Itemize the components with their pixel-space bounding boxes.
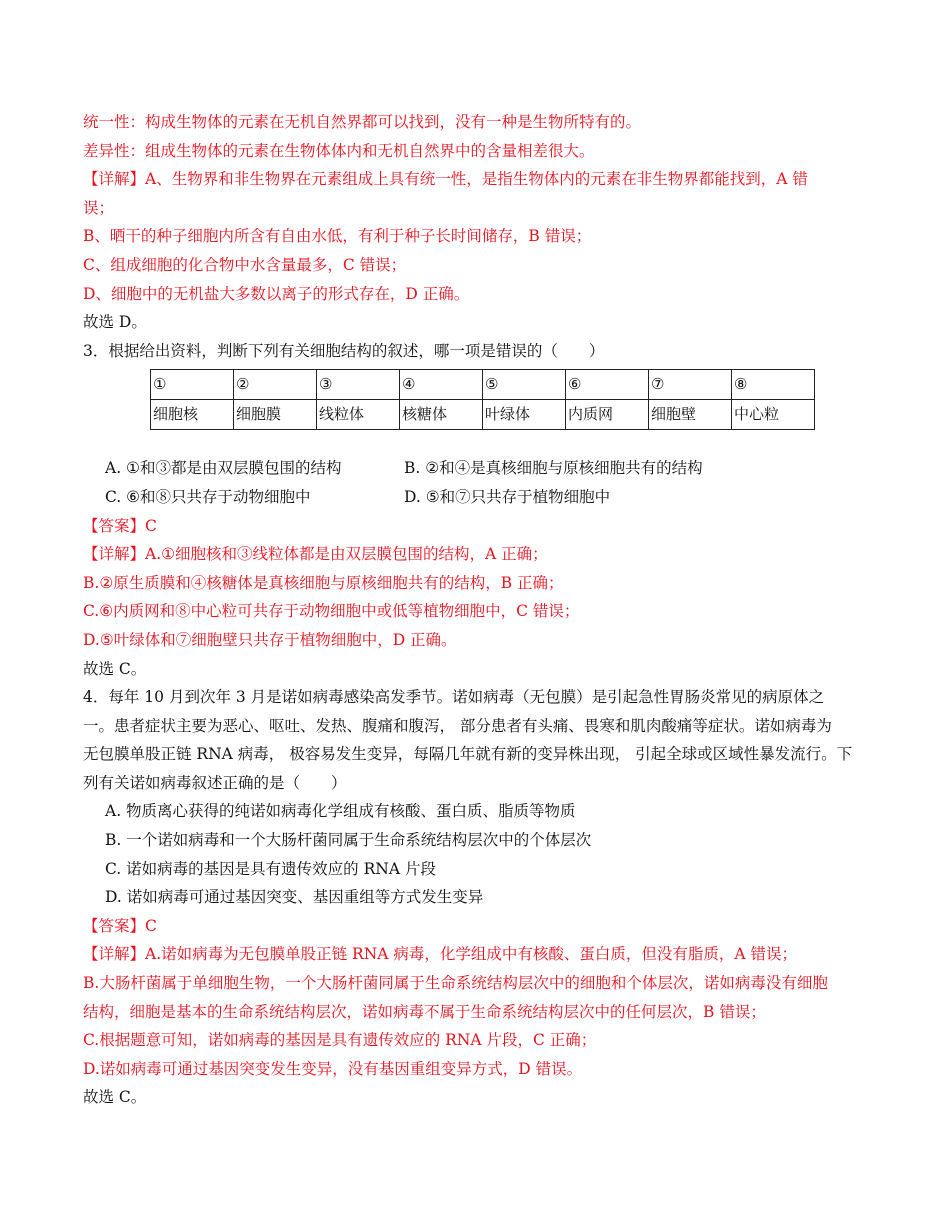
table-row-numbers xyxy=(151,370,815,400)
q3-selection: 故选 C。 xyxy=(83,659,147,678)
q4-explanation-b-cont: 结构，细胞是基本的生命系统结构层次，诺如病毒不属于生命系统结构层次中的任何层次，B 错误； xyxy=(83,1002,766,1021)
difference-note: 差异性：组成生物体的元素在生物体体内和无机自然界中的含量相差很大。 xyxy=(83,141,595,160)
q4-explanation-b: B.大肠杆菌属于单细胞生物，一个大肠杆菌同属于生命系统结构层次中的细胞和个体层次，诺如病毒没有细胞 xyxy=(83,974,828,993)
table-cell: 核糖体 xyxy=(400,400,483,430)
q3-option-c: C. ⑥和⑧只共存于动物细胞中 xyxy=(105,487,311,506)
table-cell: 细胞膜 xyxy=(234,400,317,430)
q4-selection: 故选 C。 xyxy=(83,1088,147,1107)
q3-option-a: A. ①和③都是由双层膜包围的结构 xyxy=(105,459,342,478)
table-cell: ⑥ xyxy=(566,370,649,400)
q4-option-b: B. 一个诺如病毒和一个大肠杆菌同属于生命系统结构层次中的个体层次 xyxy=(105,831,592,850)
q3-option-d: D. ⑤和⑦只共存于植物细胞中 xyxy=(404,487,611,506)
q4-explanation-d: D.诺如病毒可通过基因突变发生变异，没有基因重组变异方式，D 错误。 xyxy=(83,1059,583,1078)
document-page xyxy=(83,108,873,1112)
table-cell: ① xyxy=(151,370,234,400)
table-cell: ③ xyxy=(317,370,400,400)
unity-note: 统一性：构成生物体的元素在无机自然界都可以找到，没有一种是生物所特有的。 xyxy=(83,113,642,131)
q4-stem-line-3: 无包膜单股正链 RNA 病毒， 极容易发生变异，每隔几年就有新的变异株出现， 引起全球或区域性暴发流行。下 xyxy=(83,745,853,764)
table-cell: ② xyxy=(234,370,317,400)
spacer xyxy=(83,436,873,454)
table-cell: 叶绿体 xyxy=(483,400,566,430)
q3-answer: 【答案】C xyxy=(83,516,157,535)
table-cell: 细胞核 xyxy=(151,400,234,430)
q2-selection: 故选 D。 xyxy=(83,313,147,332)
q3-explanation-b: B.②原生质膜和④核糖体是真核细胞与原核细胞共有的结构，B 正确； xyxy=(83,573,564,592)
q4-option-c: C. 诺如病毒的基因是具有遗传效应的 RNA 片段 xyxy=(105,859,436,878)
q3-explanation-d: D.⑤叶绿体和⑦细胞壁只共存于植物细胞中，D 正确。 xyxy=(83,630,457,649)
q4-option-d: D. 诺如病毒可通过基因突变、基因重组等方式发生变异 xyxy=(105,888,484,907)
q4-explanation-c: C.根据题意可知，诺如病毒的基因是具有遗传效应的 RNA 片段，C 正确； xyxy=(83,1031,597,1050)
table-cell: 线粒体 xyxy=(317,400,400,430)
q3-options-row-2 xyxy=(83,483,873,512)
q4-explanation-a: 【详解】A.诺如病毒为无包膜单股正链 RNA 病毒，化学组成中有核酸、蛋白质，但没有脂质，A 错误； xyxy=(83,945,798,964)
table-cell: ⑦ xyxy=(649,370,732,400)
q4-stem-line-1: 4．每年 10 月到次年 3 月是诺如病毒感染高发季节。诺如病毒（无包膜）是引起急性胃肠炎常见的病原体之 xyxy=(83,688,825,707)
table-cell: ④ xyxy=(400,370,483,400)
q3-stem: 3．根据给出资料，判断下列有关细胞结构的叙述，哪一项是错误的（ ） xyxy=(83,341,605,360)
table-cell: 中心粒 xyxy=(732,400,815,430)
q2-explanation-d: D、细胞中的无机盐大多数以离子的形式存在，D 正确。 xyxy=(83,284,470,303)
cell-structure-table xyxy=(150,369,815,430)
table-row-names xyxy=(151,400,815,430)
table-cell: ⑧ xyxy=(732,370,815,400)
q4-answer: 【答案】C xyxy=(83,916,157,935)
q2-explanation-a: 【详解】A、生物界和非生物界在元素组成上具有统一性，是指生物体内的元素在非生物界都能找到，A 错 xyxy=(83,170,808,189)
q2-explanation-b: B、晒干的种子细胞内所含有自由水低，有利于种子长时间储存，B 错误； xyxy=(83,227,592,246)
table-cell: ⑤ xyxy=(483,370,566,400)
q2-explanation-c: C、组成细胞的化合物中水含量最多，C 错误； xyxy=(83,255,407,274)
q3-option-b: B. ②和④是真核细胞与原核细胞共有的结构 xyxy=(404,459,703,478)
q4-stem-line-4: 列有关诺如病毒叙述正确的是（ ） xyxy=(83,773,347,792)
q3-explanation-a: 【详解】A.①细胞核和③线粒体都是由双层膜包围的结构，A 正确； xyxy=(83,545,548,564)
q3-options-row-1 xyxy=(83,454,873,483)
q2-explanation-a-cont: 误； xyxy=(83,198,115,217)
q4-stem-line-2: 一。患者症状主要为恶心、呕吐、发热、腹痛和腹泻， 部分患者有头痛、畏寒和肌肉酸痛等症状。诺如病毒为 xyxy=(83,716,832,735)
table-cell: 内质网 xyxy=(566,400,649,430)
table-cell: 细胞壁 xyxy=(649,400,732,430)
q4-option-a: A. 物质离心获得的纯诺如病毒化学组成有核酸、蛋白质、脂质等物质 xyxy=(105,802,576,821)
q3-explanation-c: C.⑥内质网和⑧中心粒可共存于动物细胞中或低等植物细胞中，C 错误； xyxy=(83,602,580,621)
